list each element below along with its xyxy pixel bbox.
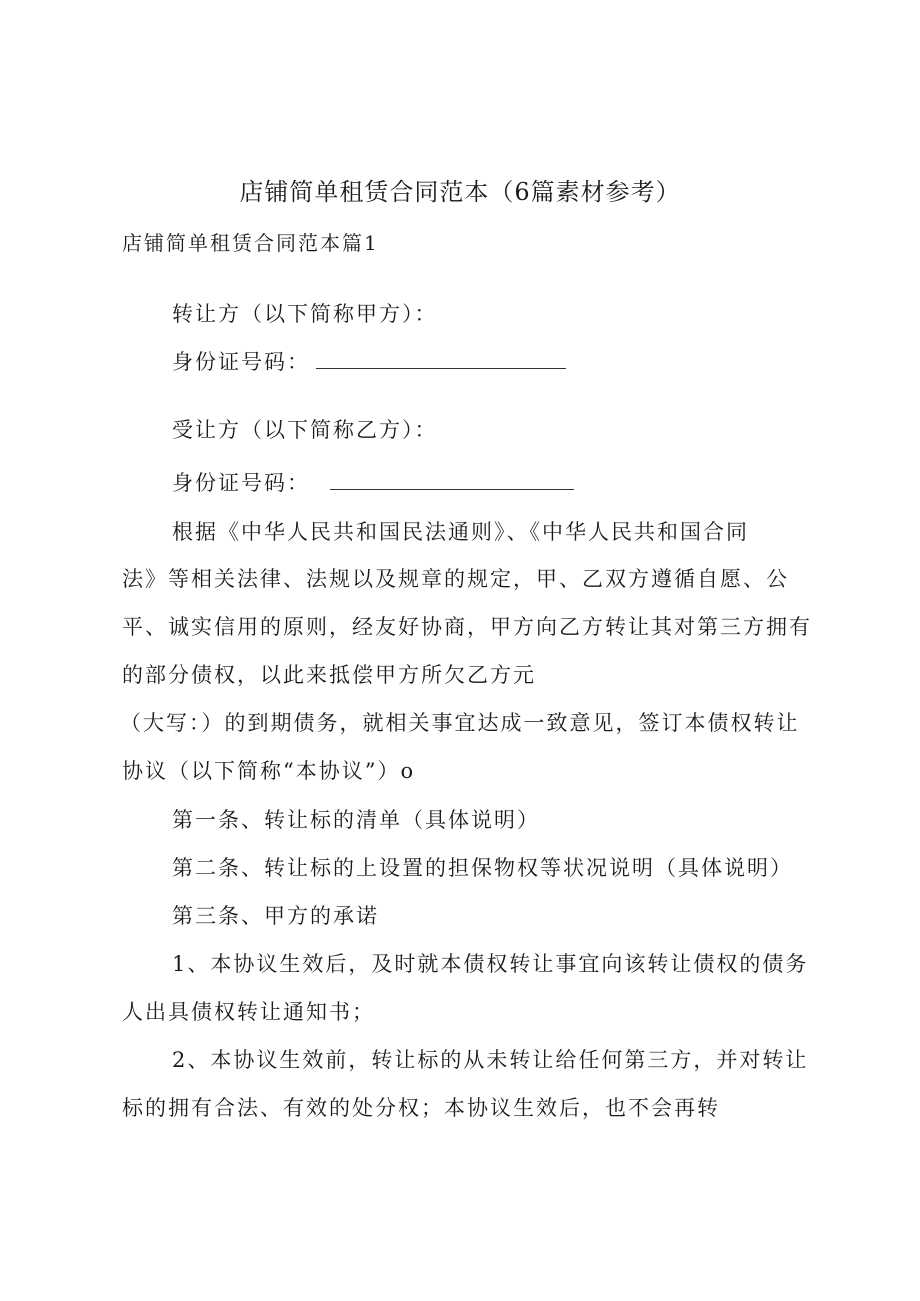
section-heading: 店铺简单租赁合同范本篇1 — [122, 231, 379, 255]
item2-line-2: 标的拥有合法、有效的处分权；本协议生效后，也不会再转 — [122, 1096, 720, 1120]
article-3: 第三条、甲方的承诺 — [172, 904, 379, 928]
id-number-row-2 — [172, 467, 574, 497]
transferee-label: 受让方（以下简称乙方）： — [172, 418, 438, 442]
para1-line-3: 平、诚实信用的原则，经友好协商，甲方向乙方转让其对第三方拥有 — [122, 615, 812, 639]
id-blank-1 — [316, 350, 566, 369]
para1-line-1: 根据《中华人民共和国民法通则》、《中华人民共和国合同 — [172, 520, 749, 544]
id-label-1: 身份证号码： — [172, 350, 310, 374]
article-1: 第一条、转让标的清单（具体说明） — [172, 808, 540, 832]
para1-line-6: 协议（以下简称“本协议”）o — [122, 759, 416, 783]
item1-line-2: 人出具债权转让通知书； — [122, 1000, 375, 1024]
item2-line-1: 2、本协议生效前，转让标的从未转让给任何第三方，并对转让 — [172, 1048, 809, 1072]
item1-line-1: 1、本协议生效后，及时就本债权转让事宜向该转让债权的债务 — [172, 952, 809, 976]
id-blank-2 — [330, 471, 574, 490]
transferor-label: 转让方（以下简称甲方）： — [172, 302, 438, 326]
article-2: 第二条、转让标的上设置的担保物权等状况说明（具体说明） — [172, 856, 793, 880]
id-label-2: 身份证号码： — [172, 471, 310, 495]
id-number-row-1 — [172, 346, 566, 376]
para1-line-2: 法》等相关法律、法规以及规章的规定，甲、乙双方遵循自愿、公 — [122, 567, 789, 591]
para1-line-4: 的部分债权，以此来抵偿甲方所欠乙方元 — [122, 663, 536, 687]
para1-line-5: （大写：）的到期债务，就相关事宜达成一致意见，签订本债权转让 — [120, 711, 800, 735]
document-title: 店铺简单租赁合同范本（6篇素材参考） — [239, 178, 681, 206]
